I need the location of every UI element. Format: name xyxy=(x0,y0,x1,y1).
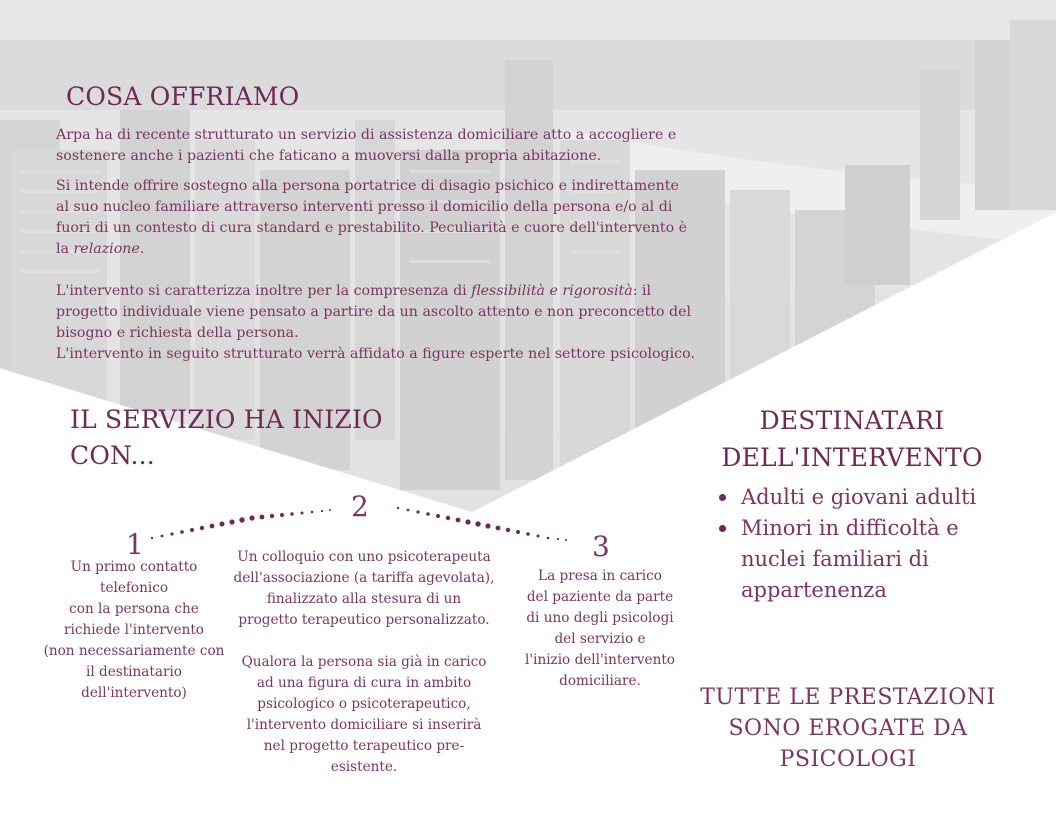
step-3-text: La presa in carico del paziente da parte di uno degli psicologi del servizio e l'inizio dell'intervento domiciliare. xyxy=(525,568,675,689)
footer-line-1: TUTTE LE PRESTAZIONI xyxy=(700,685,996,710)
recipients-title-line-2: DELL'INTERVENTO xyxy=(721,443,983,472)
offer-paragraph-4: L'intervento in seguito strutturato verrà affidato a figure esperte nel settore psicologico. xyxy=(56,346,695,362)
step-3-number: 3 xyxy=(592,530,610,563)
offer-title: COSA OFFRIAMO xyxy=(66,82,300,111)
recipients-title-line-1: DESTINATARI xyxy=(759,406,945,435)
offer-paragraph-1: Arpa ha di recente strutturato un servizio di assistenza domiciliare atto a accogliere e sostenere anche i pazienti che faticano a muoversi dalla propria abitazione. xyxy=(56,127,677,164)
step-2-text-extra: Qualora la persona sia già in carico ad una figura di cura in ambito psicologico o psicoterapeutico, l'intervento domiciliare si inserirà nel progetto terapeutico pre- esistente. xyxy=(241,654,487,775)
footer-line-3: PSICOLOGI xyxy=(779,747,917,772)
step-1-text: Un primo contatto telefonico con la persona che richiede l'intervento (non necessariamente con il destinatario dell'intervento) xyxy=(43,559,225,701)
offer-paragraph-2: Si intende offrire sostegno alla persona portatrice di disagio psichico e indirettamente al suo nucleo familiare attraverso interventi presso il domicilio della persona e/o al di fuori di un contesto di cura standard e prestabilito. Peculiarità e cuore dell'intervento è la relazione. xyxy=(56,178,688,257)
service-title-line-1: IL SERVIZIO HA INIZIO xyxy=(70,405,383,434)
service-title xyxy=(70,402,383,474)
footer-statement xyxy=(698,682,998,775)
step-2-number: 2 xyxy=(351,490,369,523)
step-1-number: 1 xyxy=(126,528,144,561)
service-title-line-2: CON... xyxy=(70,441,155,470)
recipients-list xyxy=(717,482,1007,606)
recipients-title xyxy=(712,402,992,476)
recipients-item: Adulti e giovani adulti xyxy=(717,482,1007,513)
offer-text-block xyxy=(56,125,696,365)
recipients-item: Minori in difficoltà e nuclei familiari di appartenenza xyxy=(717,513,1007,606)
footer-line-2: SONO EROGATE DA xyxy=(728,716,968,741)
offer-paragraph-3: L'intervento si caratterizza inoltre per la compresenza di flessibilità e rigorosità: il progetto individuale viene pensato a partire da un ascolto attento e non preconcetto del bisogno e richiesta della persona. xyxy=(56,283,692,341)
step-2-text: Un colloquio con uno psicoterapeuta dell'associazione (a tariffa agevolata), finalizzato alla stesura di un progetto terapeutico personalizzato. xyxy=(233,549,495,628)
